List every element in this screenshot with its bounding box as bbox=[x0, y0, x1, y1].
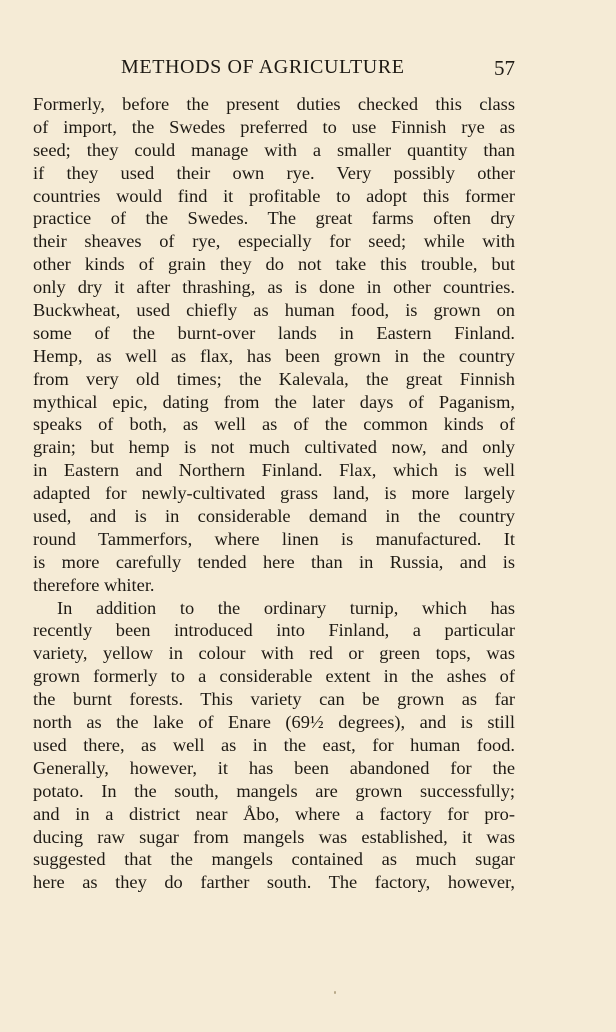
text-line: potato. In the south, mangels are grown successfully; bbox=[33, 780, 515, 801]
text-line: is more carefully tended here than in Russia, and is bbox=[33, 551, 515, 572]
text-line: Buckwheat, used chiefly as human food, is grown on bbox=[33, 300, 515, 321]
body-text bbox=[33, 93, 515, 894]
page-number: 57 bbox=[494, 56, 515, 80]
text-line: variety, yellow in colour with red or green tops, was bbox=[33, 643, 515, 664]
text-line: countries would find it profitable to adopt this former bbox=[33, 185, 515, 206]
text-line: suggested that the mangels contained as much sugar bbox=[33, 849, 515, 870]
text-line: Generally, however, it has been abandoned for the bbox=[33, 757, 515, 778]
text-line: grown formerly to a considerable extent in the ashes of bbox=[33, 666, 515, 687]
text-line: mythical epic, dating from the later days of Paganism, bbox=[33, 391, 515, 412]
text-line: other kinds of grain they do not take this trouble, but bbox=[33, 254, 515, 275]
text-line: therefore whiter. bbox=[33, 574, 155, 595]
text-line: only dry it after thrashing, as is done in other countries. bbox=[33, 277, 515, 298]
running-head-title: METHODS OF AGRICULTURE bbox=[121, 56, 405, 78]
text-line: and in a district near Åbo, where a factory for pro- bbox=[33, 803, 515, 824]
text-line: adapted for newly-cultivated grass land, is more largely bbox=[33, 483, 515, 504]
text-line: ducing raw sugar from mangels was established, it was bbox=[33, 826, 515, 847]
text-line: speaks of both, as well as of the common kinds of bbox=[33, 414, 515, 435]
text-line: Hemp, as well as flax, has been grown in the country bbox=[33, 345, 515, 366]
text-line: recently been introduced into Finland, a particular bbox=[33, 620, 515, 641]
text-line: In addition to the ordinary turnip, which has bbox=[57, 597, 515, 618]
text-line: practice of the Swedes. The great farms often dry bbox=[33, 208, 515, 229]
text-line: Formerly, before the present duties checked this class bbox=[33, 94, 515, 114]
text-line: in Eastern and Northern Finland. Flax, which is well bbox=[33, 460, 515, 481]
paragraph-1 bbox=[33, 93, 515, 597]
text-line: their sheaves of rye, especially for seed; while with bbox=[33, 231, 515, 252]
text-line: the burnt forests. This variety can be grown as far bbox=[33, 689, 515, 710]
text-line: if they used their own rye. Very possibly other bbox=[33, 162, 515, 183]
running-head bbox=[33, 56, 515, 84]
text-line: here as they do farther south. The factory, however, bbox=[33, 872, 515, 893]
text-line: round Tammerfors, where linen is manufactured. It bbox=[33, 528, 515, 549]
text-line: of import, the Swedes preferred to use Finnish rye as bbox=[33, 116, 515, 137]
paragraph-2 bbox=[33, 597, 515, 895]
text-line: seed; they could manage with a smaller quantity than bbox=[33, 139, 515, 160]
text-line: used, and is in considerable demand in the country bbox=[33, 506, 515, 527]
text-line: from very old times; the Kalevala, the great Finnish bbox=[33, 368, 515, 389]
text-line: used there, as well as in the east, for human food. bbox=[33, 734, 515, 755]
text-line: some of the burnt-over lands in Eastern Finland. bbox=[33, 322, 515, 343]
paper-speck bbox=[334, 991, 336, 994]
text-line: grain; but hemp is not much cultivated now, and only bbox=[33, 437, 515, 458]
text-line: north as the lake of Enare (69½ degrees), and is still bbox=[33, 712, 515, 733]
